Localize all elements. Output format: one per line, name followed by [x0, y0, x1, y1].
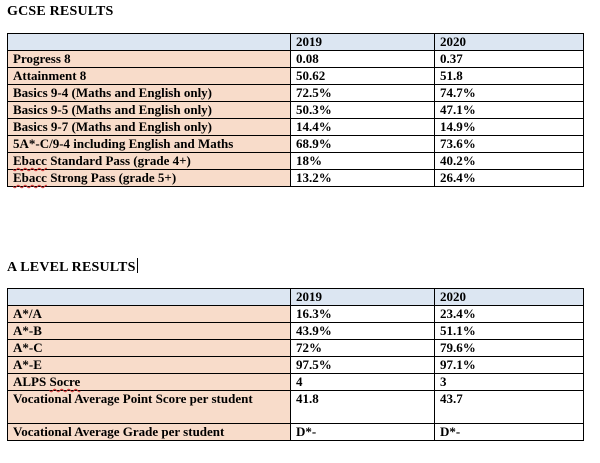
row-label-rest: Strong Pass (grade 5+) — [46, 170, 177, 185]
gcse-results-table — [7, 33, 584, 187]
value-2019: 50.62 — [291, 68, 435, 85]
value-2020: 40.2% — [435, 153, 584, 170]
row-label: A*/A — [8, 306, 291, 323]
value-2019: D*- — [291, 424, 435, 441]
row-label — [8, 170, 291, 187]
value-2019: 13.2% — [291, 170, 435, 187]
value-2019: 68.9% — [291, 136, 435, 153]
gcse-year-2019-header: 2019 — [291, 34, 435, 51]
value-2019: 0.08 — [291, 51, 435, 68]
spellcheck-word: Ebacc — [13, 153, 47, 168]
a-level-header-blank-cell — [8, 289, 291, 306]
value-2019: 50.3% — [291, 102, 435, 119]
a-level-heading-text: A LEVEL RESULTS — [7, 260, 136, 275]
value-2019: 97.5% — [291, 357, 435, 374]
value-2020: 74.7% — [435, 85, 584, 102]
table-row — [8, 424, 584, 441]
text-cursor — [137, 258, 138, 273]
table-row — [8, 357, 584, 374]
table-row — [8, 170, 584, 187]
table-row — [8, 51, 584, 68]
spellcheck-word: Ebacc — [13, 170, 47, 185]
table-row — [8, 340, 584, 357]
value-2020: 0.37 — [435, 51, 584, 68]
table-row — [8, 391, 584, 424]
a-level-year-2019-header: 2019 — [291, 289, 435, 306]
a-level-results-table — [7, 288, 584, 441]
value-2019: 72.5% — [291, 85, 435, 102]
table-row — [8, 306, 584, 323]
value-2020: 14.9% — [435, 119, 584, 136]
table-row — [8, 136, 584, 153]
row-label: Basics 9-5 (Maths and English only) — [8, 102, 291, 119]
value-2019: 18% — [291, 153, 435, 170]
table-row — [8, 119, 584, 136]
row-label: Vocational Average Point Score per student — [8, 391, 291, 424]
value-2019: 43.9% — [291, 323, 435, 340]
value-2020: 79.6% — [435, 340, 584, 357]
row-label: Basics 9-4 (Maths and English only) — [8, 85, 291, 102]
row-label: Progress 8 — [8, 51, 291, 68]
row-label-rest: Standard Pass (grade 4+) — [46, 153, 191, 168]
gcse-header-row — [8, 34, 584, 51]
value-2019: 4 — [291, 374, 435, 391]
value-2019: 72% — [291, 340, 435, 357]
value-2020: 97.1% — [435, 357, 584, 374]
value-2020: 26.4% — [435, 170, 584, 187]
spellcheck-word: Socre — [49, 374, 81, 389]
value-2020: 51.8 — [435, 68, 584, 85]
value-2019: 16.3% — [291, 306, 435, 323]
value-2020: 73.6% — [435, 136, 584, 153]
value-2020: D*- — [435, 424, 584, 441]
gcse-results-heading — [7, 4, 114, 20]
row-label: A*-B — [8, 323, 291, 340]
table-row — [8, 102, 584, 119]
table-row — [8, 323, 584, 340]
row-label: 5A*-C/9-4 including English and Maths — [8, 136, 291, 153]
gcse-heading-text: GCSE RESULTS — [7, 4, 114, 19]
a-level-results-heading — [7, 258, 138, 276]
row-label — [8, 153, 291, 170]
row-label — [8, 374, 291, 391]
row-label: Attainment 8 — [8, 68, 291, 85]
row-label-prefix: ALPS — [13, 374, 50, 389]
value-2020: 3 — [435, 374, 584, 391]
value-2020: 47.1% — [435, 102, 584, 119]
row-label: Vocational Average Grade per student — [8, 424, 291, 441]
gcse-year-2020-header: 2020 — [435, 34, 584, 51]
table-row — [8, 68, 584, 85]
value-2020: 23.4% — [435, 306, 584, 323]
value-2019: 14.4% — [291, 119, 435, 136]
table-row — [8, 374, 584, 391]
a-level-year-2020-header: 2020 — [435, 289, 584, 306]
gcse-header-blank-cell — [8, 34, 291, 51]
value-2020: 43.7 — [435, 391, 584, 424]
value-2020: 51.1% — [435, 323, 584, 340]
table-row — [8, 153, 584, 170]
a-level-header-row — [8, 289, 584, 306]
row-label: A*-E — [8, 357, 291, 374]
table-row — [8, 85, 584, 102]
row-label: Basics 9-7 (Maths and English only) — [8, 119, 291, 136]
value-2019: 41.8 — [291, 391, 435, 424]
row-label: A*-C — [8, 340, 291, 357]
